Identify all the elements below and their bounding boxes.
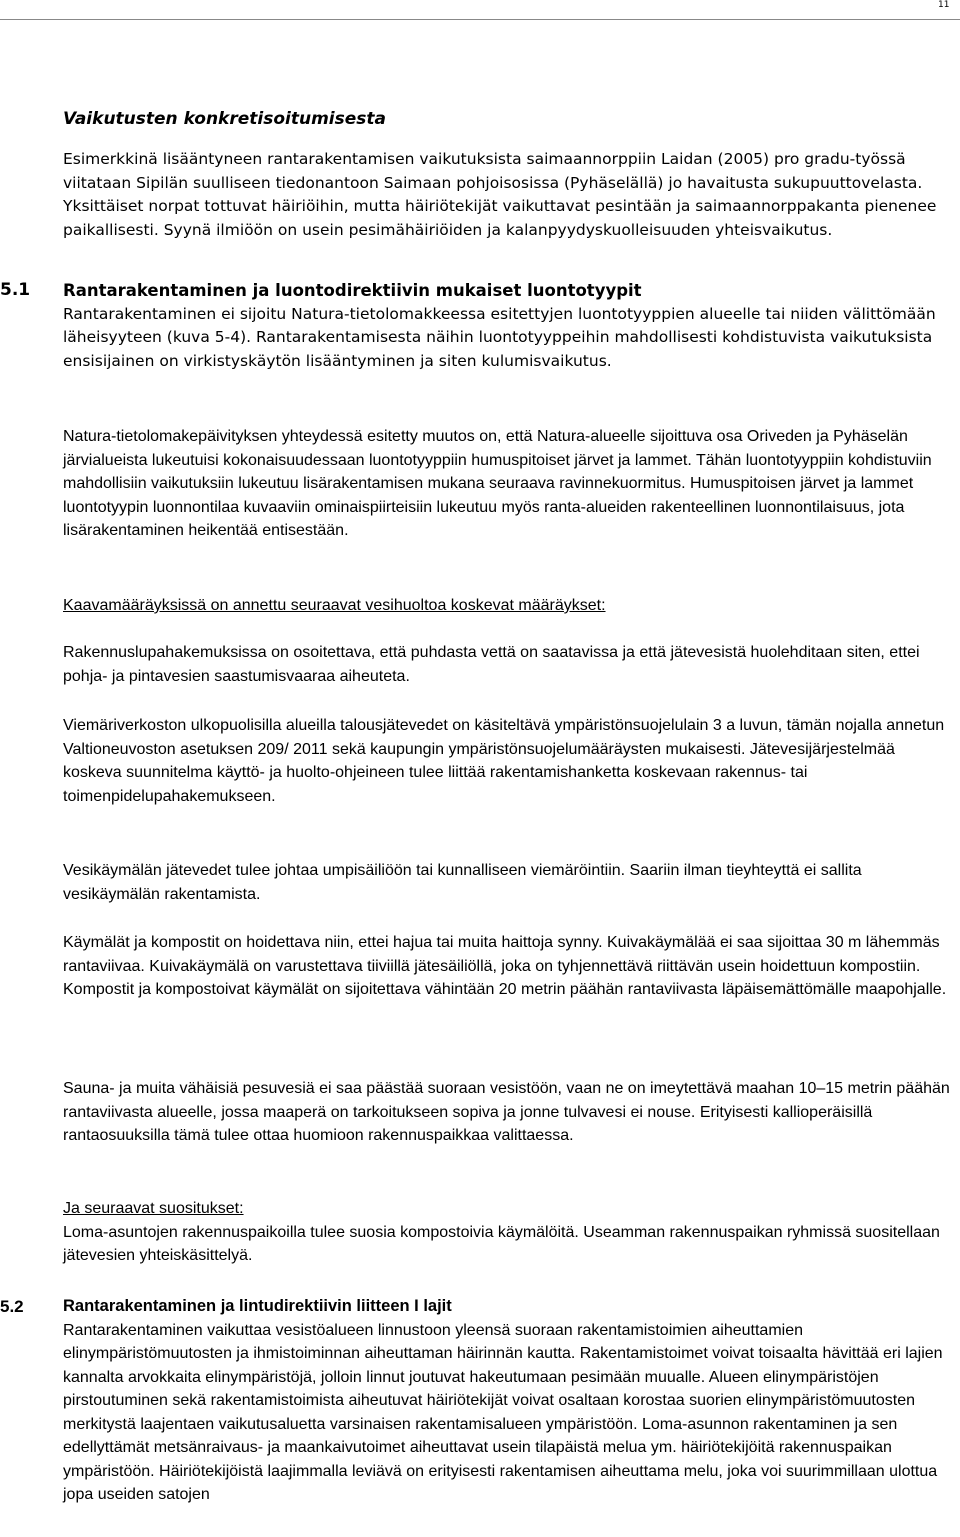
paragraph-viemari	[63, 714, 953, 808]
underlined-heading: Kaavamääräyksissä on annettu seuraavat vesihuoltoa koskevat määräykset:	[63, 597, 606, 614]
section-title: Rantarakentaminen ja lintudirektiivin liitteen I lajit	[63, 1297, 452, 1315]
paragraph-vesikaymala	[63, 859, 953, 906]
paragraph-text: Käymälät ja kompostit on hoidettava niin, ettei hajua tai muita haittoja synny. Kuivakäymälää ei saa sijoittaa 30 m lähemmäs rantaviivaa. Kuivakäymälä on varustettava tiiviillä jätesäiliöllä, joka on tyhjennettävä riittävän usein hoidettuun kompostiin. Kompostit ja kompostoivat käymälät on sijoitettava vähintään 20 metrin päähän rantaviivasta läpäisemättömälle maapohjalle.	[63, 934, 947, 998]
section-title: Rantarakentaminen ja luontodirektiivin mukaiset luontotyypit	[63, 281, 642, 300]
paragraph-esimerkkina	[63, 148, 953, 242]
page-number: 11	[938, 0, 950, 10]
heading-text: Vaikutusten konkretisoitumisesta	[63, 109, 386, 129]
paragraph-text: Sauna- ja muita vähäisiä pesuvesiä ei saa päästää suoraan vesistöön, vaan ne on imeytettävä maahan 10–15 metrin päähän rantaviivasta alueelle, jossa maaperä on tarkoitukseen sopiva ja jonne tulvavesi ei nouse. Erityisesti kallioperäisillä rantaosuuksilla tämä tulee ottaa huomioon rakennuspaikkaa valittaessa.	[63, 1080, 950, 1144]
paragraph-text: Loma-asuntojen rakennuspaikoilla tulee suosia kompostoivia käymälöitä. Useamman rakennuspaikan ryhmissä suositellaan jätevesien yhteiskäsittelyä.	[63, 1223, 940, 1264]
heading-vaikutusten	[63, 108, 953, 132]
paragraph-rakennuslupa	[63, 641, 953, 688]
section-5-1	[0, 279, 953, 373]
underlined-heading: Ja seuraavat suositukset:	[63, 1200, 244, 1217]
heading-kaavamaarays	[63, 594, 953, 618]
suositukset-block	[63, 1197, 953, 1268]
header-rule	[0, 19, 960, 20]
paragraph-text: Esimerkkinä lisääntyneen rantarakentamisen vaikutuksista saimaannorppiin Laidan (2005) pro gradu-työssä viitataan Sipilän suulliseen tiedonantoon Saimaan pohjoisosissa (Pyhäselällä) jo havaitusta sukupuuttovelasta. Yksittäiset norpat tottuvat häiriöihin, mutta häiriötekijät vaikuttavat pesintään ja saimaannorppakanta pienenee paikallisesti. Syynä ilmiöön on usein pesimähäiriöiden ja kalanpyydyskuolleisuuden yhteisvaikutus.	[63, 150, 937, 239]
paragraph-text: Rakennuslupahakemuksissa on osoitettava, että puhdasta vettä on saatavissa ja että jätevesistä huolehditaan siten, ettei pohja- ja pintavesien saastumisvaaraa aiheuteta.	[63, 644, 920, 685]
section-number: 5.2	[0, 1297, 24, 1316]
paragraph-text: Vesikäymälän jätevedet tulee johtaa umpisäiliöön tai kunnalliseen viemäröintiin. Saariin ilman tieyhteyttä ei sallita vesikäymälän rakentamista.	[63, 862, 862, 903]
section-5-2	[0, 1295, 953, 1507]
section-number: 5.1	[0, 280, 31, 300]
section-paragraph: Rantarakentaminen vaikuttaa vesistöalueen linnustoon yleensä suoraan rakentamistoimien aiheuttamien elinympäristömuutosten ja ihmistoiminnan aiheuttaman häirinnän kautta. Rakentamistoimet voivat toisaalta hävittää eri lajien kannalta arvokkaita elinympäristöjä, jolloin linnut joutuvat hakeutumaan pesimään muualle. Alueen elinympäristöjen pirstoutuminen sekä rakentamistoimista aiheutuvat häiriötekijät voivat osaltaan korostaa suorien elinympäristömuutosten merkitystä laajentaen vaikutusaluetta varsinaisen rakentamisalueen ympäristöön. Loma-asunnon rakentaminen ja sen edellyttämät metsänraivaus- ja maankaivutoimet aiheuttavat usein tilapäistä melua ym. häiriötekijöitä rakennuspaikan ympäristöön. Häiriötekijöistä laajimmalla leviävä on erityisesti rakentamisen aiheuttama melu, joka voi suurimmillaan ulottua jopa useiden satojen	[63, 1321, 943, 1503]
paragraph-kaymalat	[63, 931, 953, 1002]
section-paragraph: Rantarakentaminen ei sijoitu Natura-tietolomakkeessa esitettyjen luontotyyppien alueelle tai niiden välittömään läheisyyteen (kuva 5-4). Rantarakentamisesta näihin luontotyyppeihin mahdollisesti kohdistuvista vaikutuksista ensisijainen on virkistyskäytön lisääntyminen ja siten kulumisvaikutus.	[63, 304, 936, 370]
paragraph-sauna	[63, 1077, 953, 1148]
paragraph-text: Natura-tietolomakepäivityksen yhteydessä esitetty muutos on, että Natura-alueelle sijoittuva osa Oriveden ja Pyhäselän järvialueista lukeutuisi kokonaisuudessaan luontotyyppiin humuspitoiset järvet ja lammet. Tähän luontotyyppiin kohdistuviin mahdollisiin vaikutuksiin lukeutuu lisärakentamisen mukana seuraava ravinnekuormitus. Humuspitoisen järvet ja lammet luontotyypin luonnontilaa kuvaaviin ominaispiirteisiin lukeutuu myös ranta-alueiden rakenteellinen luonnontilaisuus, jota lisärakentaminen heikentää entisestään.	[63, 428, 932, 539]
paragraph-natura	[63, 425, 953, 543]
paragraph-text: Viemäriverkoston ulkopuolisilla alueilla talousjätevedet on käsiteltävä ympäristönsuojelulain 3 a luvun, tämän nojalla annetun Valtioneuvoston asetuksen 209/ 2011 sekä kaupungin ympäristönsuojelumääräysten mukaisesti. Jätevesijärjestelmää koskeva suunnitelma käyttö- ja huolto-ohjeineen tulee liittää rakentamishanketta koskevaan rakennus- tai toimenpidelupahakemukseen.	[63, 717, 945, 805]
